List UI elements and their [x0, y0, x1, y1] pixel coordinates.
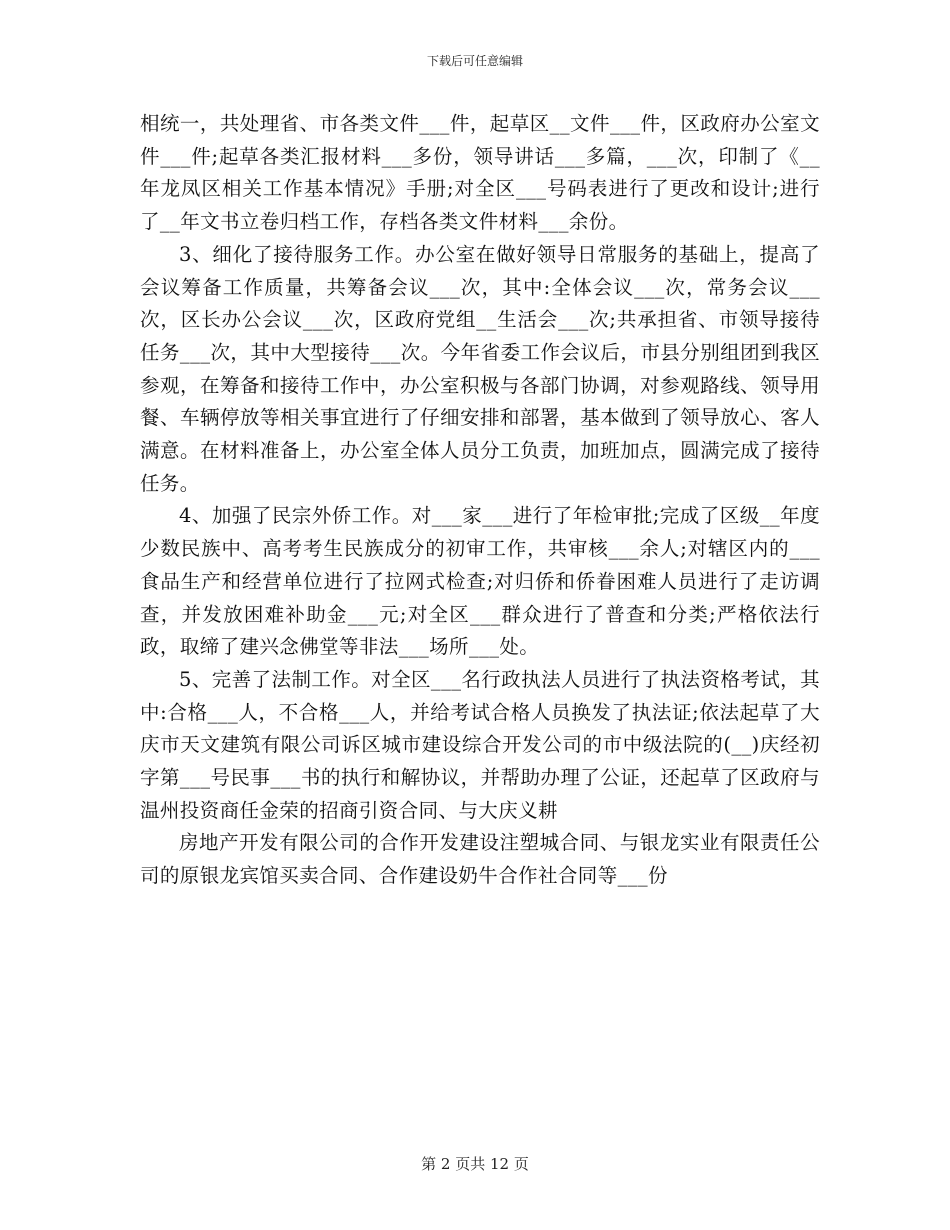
paragraph-reception-service: 3、细化了接待服务工作。办公室在做好领导日常服务的基础上，提高了会议筹备工作质量，共筹备会议___次，其中:全体会议___次，常务会议___次，区长办公会议___次，区政府党组__生活会___次;共承担省、市领导接待任务___次，其中大型接待___次。今年省委工作会议后，市县分别组团到我区参观，在筹备和接待工作中，办公室积极与各部门协调，对参观路线、领导用餐、车辆停放等相关事宜进行了仔细安排和部署，基本做到了领导放心、客人满意。在材料准备上，办公室全体人员分工负责，加班加点，圆满完成了接待任务。	[140, 242, 820, 495]
document-body	[140, 108, 820, 893]
page-header: 下载后可任意编辑	[426, 54, 523, 68]
paragraph-legal-work: 5、完善了法制工作。对全区___名行政执法人员进行了执法资格考试，其中:合格___人，不合格___人，并给考试合格人员换发了执法证;依法起草了大庆市天文建筑有限公司诉区城市建设综合开发公司的市中级法院的(__)庆经初字第___号民事___书的执行和解协议，并帮助办理了公证，还起草了区政府与温州投资商任金荣的招商引资合同、与大庆义耕	[140, 667, 820, 822]
paragraph-contracts: 房地产开发有限公司的合作开发建设注塑城合同、与银龙实业有限责任公司的原银龙宾馆买卖合同、合作建设奶牛合作社合同等___份	[140, 831, 820, 888]
page-footer: 第 2 页共 12 页	[421, 1155, 529, 1173]
paragraph-ethnic-religious-affairs: 4、加强了民宗外侨工作。对___家___进行了年检审批;完成了区级__年度少数民族中、高考考生民族成分的初审工作，共审核___余人;对辖区内的___食品生产和经营单位进行了拉网式检查;对归侨和侨眷困难人员进行了走访调查，并发放困难补助金___元;对全区___群众进行了普查和分类;严格依法行政，取缔了建兴念佛堂等非法___场所___处。	[140, 504, 820, 659]
paragraph-continuation: 相统一，共处理省、市各类文件___件，起草区__文件___件，区政府办公室文件___件;起草各类汇报材料___多份，领导讲话___多篇，___次，印制了《__年龙凤区相关工作基本情况》手册;对全区___号码表进行了更改和设计;进行了__年文书立卷归档工作，存档各类文件材料___余份。	[140, 112, 820, 234]
